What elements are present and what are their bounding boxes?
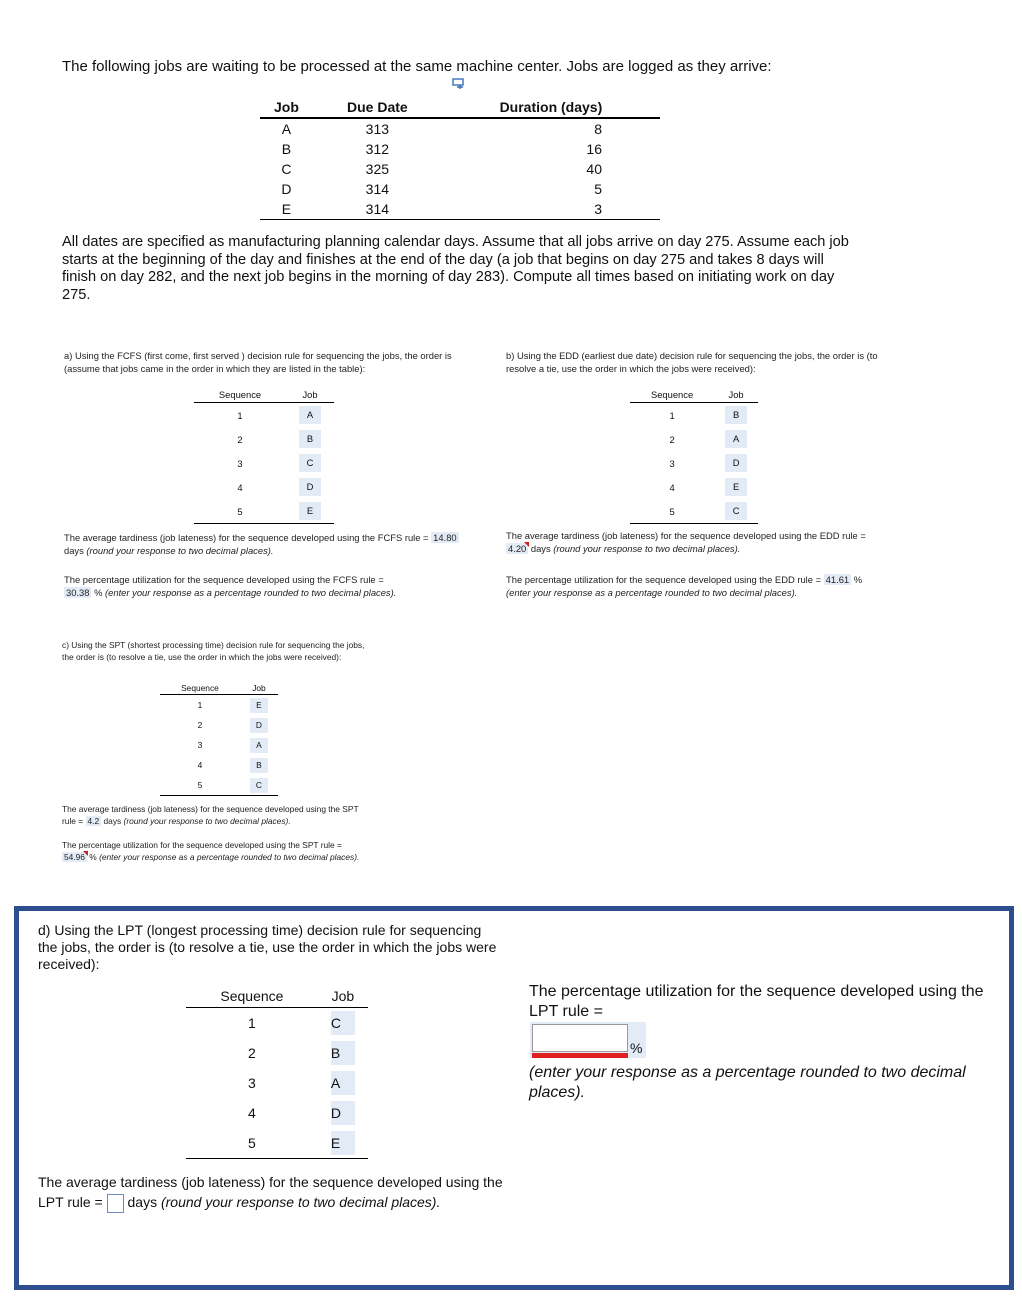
job-answer[interactable]: B — [725, 406, 747, 424]
intro-text: The following jobs are waiting to be processed at the same machine center. Jobs are logged as they arrive: — [62, 58, 772, 75]
due-date: 314 — [365, 181, 390, 197]
job-cell — [240, 755, 278, 775]
table-row — [186, 1038, 368, 1068]
part-d-sequence-table — [186, 985, 368, 1159]
error-marker-icon — [83, 851, 88, 856]
job-id: D — [281, 181, 292, 197]
job-answer[interactable]: A — [299, 406, 321, 424]
job-cell — [318, 1038, 368, 1068]
job-answer[interactable]: A — [331, 1071, 355, 1095]
part-c-utilization — [62, 839, 372, 863]
tardiness-hint: (round your response to two decimal places). — [86, 545, 274, 556]
table-row — [194, 451, 334, 475]
util-input-wrapper — [530, 1022, 646, 1058]
job-cell — [318, 1098, 368, 1128]
seq-number: 4 — [669, 481, 675, 493]
job-cell — [286, 403, 334, 428]
job-answer[interactable]: D — [725, 454, 747, 472]
job-answer[interactable]: E — [250, 698, 268, 713]
part-a-sequence-table — [194, 387, 334, 524]
table-row — [186, 1128, 368, 1159]
seq-number: 4 — [248, 1105, 256, 1121]
job-header: Job — [318, 985, 368, 1008]
error-bar — [532, 1053, 628, 1058]
job-cell — [240, 735, 278, 755]
job-answer[interactable]: B — [250, 758, 268, 773]
job-answer[interactable]: E — [331, 1131, 355, 1155]
seq-header: Sequence — [630, 387, 714, 403]
util-prefix: The percentage utilization for the sequence developed using the FCFS rule = — [64, 574, 384, 585]
part-b-utilization — [506, 573, 886, 599]
job-id: B — [281, 141, 292, 157]
job-cell — [240, 775, 278, 796]
seq-number: 3 — [197, 740, 203, 750]
job-header: Job — [714, 387, 758, 403]
table-row — [630, 499, 758, 524]
util-prefix: The percentage utilization for the sequence developed using the SPT rule = — [62, 840, 342, 850]
part-c-tardiness — [62, 803, 372, 827]
job-cell — [286, 475, 334, 499]
seq-number: 5 — [160, 775, 240, 796]
job-answer[interactable]: E — [299, 502, 321, 520]
job-header: Job — [286, 387, 334, 403]
job-answer[interactable]: D — [299, 478, 321, 496]
job-answer[interactable]: E — [725, 478, 747, 496]
table-row — [160, 755, 278, 775]
seq-number: 4 — [197, 760, 203, 770]
seq-number: 3 — [248, 1075, 256, 1091]
job-answer[interactable]: B — [299, 430, 321, 448]
job-answer[interactable]: B — [331, 1041, 355, 1065]
table-row — [630, 451, 758, 475]
seq-number: 1 — [237, 409, 243, 421]
job-cell — [286, 427, 334, 451]
job-cell — [318, 1008, 368, 1039]
job-answer[interactable]: D — [250, 718, 268, 733]
table-row — [194, 475, 334, 499]
table-row — [260, 199, 660, 220]
seq-header: Sequence — [160, 682, 240, 695]
jobs-table — [260, 96, 660, 220]
col-due-date: Due Date — [313, 96, 442, 118]
seq-header: Sequence — [194, 387, 286, 403]
copy-icon[interactable] — [452, 78, 466, 90]
util-unit: % — [89, 852, 97, 862]
part-a-question: a) Using the FCFS (first come, first served ) decision rule for sequencing the jobs, the order is (assume that jobs came in the order in which they are listed in the table): — [64, 350, 452, 374]
col-duration: Duration (days) — [442, 96, 660, 118]
assumptions-text: All dates are specified as manufacturing planning calendar days. Assume that all jobs arrive on day 275. Assume each job starts at the beginning of the day and finishes at the end of the day (a job that begins on day 275 and takes 8 days will finish on day 282, and the next job begins in the morning of day 283). Compute all times based on initiating work on day 275. — [62, 234, 849, 303]
util-prefix: The percentage utilization for the sequence developed using the EDD rule = — [506, 574, 822, 585]
job-cell — [714, 475, 758, 499]
tardiness-unit: days — [64, 545, 84, 556]
job-answer[interactable]: C — [725, 502, 747, 520]
job-answer[interactable]: C — [331, 1011, 355, 1035]
table-row — [630, 427, 758, 451]
job-cell — [318, 1068, 368, 1098]
seq-number: 5 — [630, 499, 714, 524]
seq-number: 1 — [248, 1015, 256, 1031]
table-row — [160, 775, 278, 796]
part-d-question: d) Using the LPT (longest processing time) decision rule for sequencing the jobs, the order is (to resolve a tie, use the order in which the jobs were received): — [38, 922, 497, 972]
job-cell — [714, 427, 758, 451]
seq-number: 1 — [197, 700, 203, 710]
due-date: 314 — [313, 199, 442, 220]
tardiness-unit: days — [127, 1194, 158, 1210]
util-answer[interactable]: 30.38 — [66, 587, 90, 598]
duration: 8 — [594, 121, 602, 137]
util-hint: (enter your response as a percentage rounded to two decimal places). — [506, 587, 798, 598]
tardiness-prefix: The average tardiness (job lateness) for the sequence developed using the SPT rule = — [62, 804, 359, 826]
job-cell — [714, 499, 758, 524]
seq-number: 3 — [237, 457, 243, 469]
table-row — [260, 118, 660, 139]
due-date: 313 — [365, 121, 390, 137]
table-row — [630, 403, 758, 428]
due-date: 325 — [365, 161, 390, 177]
job-id: C — [281, 161, 292, 177]
tardiness-hint: (round your response to two decimal places). — [160, 1194, 441, 1210]
part-b-sequence-table — [630, 387, 758, 524]
seq-number: 5 — [186, 1128, 318, 1159]
table-row — [160, 715, 278, 735]
util-hint: (enter your response as a percentage rounded to two decimal places). — [99, 852, 360, 862]
util-answer[interactable]: 41.61 — [825, 574, 850, 585]
seq-number: 5 — [194, 499, 286, 524]
job-id: A — [281, 121, 292, 137]
duration: 5 — [594, 181, 602, 197]
seq-number: 1 — [669, 409, 675, 421]
tardiness-answer[interactable]: 4.20 — [508, 543, 527, 554]
error-marker-icon — [524, 542, 529, 547]
part-d-tardiness — [38, 1172, 518, 1213]
tardiness-unit: days — [530, 543, 551, 554]
util-answer[interactable]: 54.96 — [64, 852, 85, 862]
tardiness-answer[interactable]: 14.80 — [433, 532, 457, 543]
tardiness-hint: (round your response to two decimal places). — [123, 816, 291, 826]
tardiness-unit: days — [103, 816, 122, 826]
table-row — [186, 1098, 368, 1128]
tardiness-answer[interactable]: 4.2 — [87, 816, 100, 826]
table-row — [194, 499, 334, 524]
table-row — [260, 159, 660, 179]
seq-number: 3 — [669, 457, 675, 469]
seq-number: 2 — [248, 1045, 256, 1061]
table-row — [260, 179, 660, 199]
part-a-utilization — [64, 573, 464, 599]
job-cell — [714, 451, 758, 475]
job-cell — [286, 499, 334, 524]
util-unit: % — [630, 1040, 643, 1056]
part-d-util-prefix: The percentage utilization for the sequence developed using the LPT rule = — [529, 983, 984, 1020]
table-row — [160, 735, 278, 755]
tardiness-prefix: The average tardiness (job lateness) for the sequence developed using the FCFS rule = — [64, 532, 429, 543]
table-row — [186, 1068, 368, 1098]
part-c-sequence-table — [160, 682, 278, 796]
part-c-question: c) Using the SPT (shortest processing time) decision rule for sequencing the jobs, the order is (to resolve a tie, use the order in which the jobs were received): — [62, 640, 365, 662]
util-input[interactable] — [532, 1024, 628, 1052]
job-cell — [240, 715, 278, 735]
tardiness-input[interactable] — [107, 1194, 124, 1213]
seq-number: 2 — [237, 433, 243, 445]
table-row — [186, 1008, 368, 1039]
job-answer[interactable]: C — [299, 454, 321, 472]
util-unit: % — [94, 587, 103, 598]
job-answer[interactable]: A — [250, 738, 268, 753]
table-row — [260, 139, 660, 159]
part-b-question: b) Using the EDD (earliest due date) decision rule for sequencing the jobs, the order is (to resolve a tie, use the order in which the jobs were received): — [506, 350, 878, 374]
duration: 40 — [586, 161, 602, 177]
part-b-tardiness — [506, 529, 886, 555]
job-header: Job — [240, 682, 278, 695]
job-id: E — [260, 199, 313, 220]
jobs-table-header — [260, 96, 660, 118]
col-job: Job — [260, 96, 313, 118]
table-row — [194, 403, 334, 428]
table-row — [630, 475, 758, 499]
util-hint: (enter your response as a percentage rounded to two decimal places). — [105, 587, 397, 598]
job-cell — [286, 451, 334, 475]
job-cell — [318, 1128, 368, 1159]
tardiness-prefix: The average tardiness (job lateness) for the sequence developed using the EDD rule = — [506, 530, 866, 541]
seq-number: 2 — [669, 433, 675, 445]
util-unit: % — [853, 574, 863, 585]
job-cell — [240, 695, 278, 716]
table-row — [160, 695, 278, 716]
job-cell — [714, 403, 758, 428]
part-d-util-hint: (enter your response as a percentage rounded to two decimal places). — [529, 1064, 966, 1101]
job-answer[interactable]: C — [250, 778, 268, 793]
due-date: 312 — [365, 141, 390, 157]
job-answer[interactable]: A — [725, 430, 747, 448]
seq-header: Sequence — [186, 985, 318, 1008]
duration: 16 — [586, 141, 602, 157]
job-answer[interactable]: D — [331, 1101, 355, 1125]
table-row — [194, 427, 334, 451]
duration: 3 — [442, 199, 660, 220]
tardiness-hint: (round your response to two decimal places). — [553, 543, 741, 554]
seq-number: 2 — [197, 720, 203, 730]
tardiness-prefix: The average tardiness (job lateness) for the sequence developed using the LPT rule = — [38, 1174, 503, 1210]
seq-number: 4 — [237, 481, 243, 493]
part-a-tardiness — [64, 531, 464, 557]
